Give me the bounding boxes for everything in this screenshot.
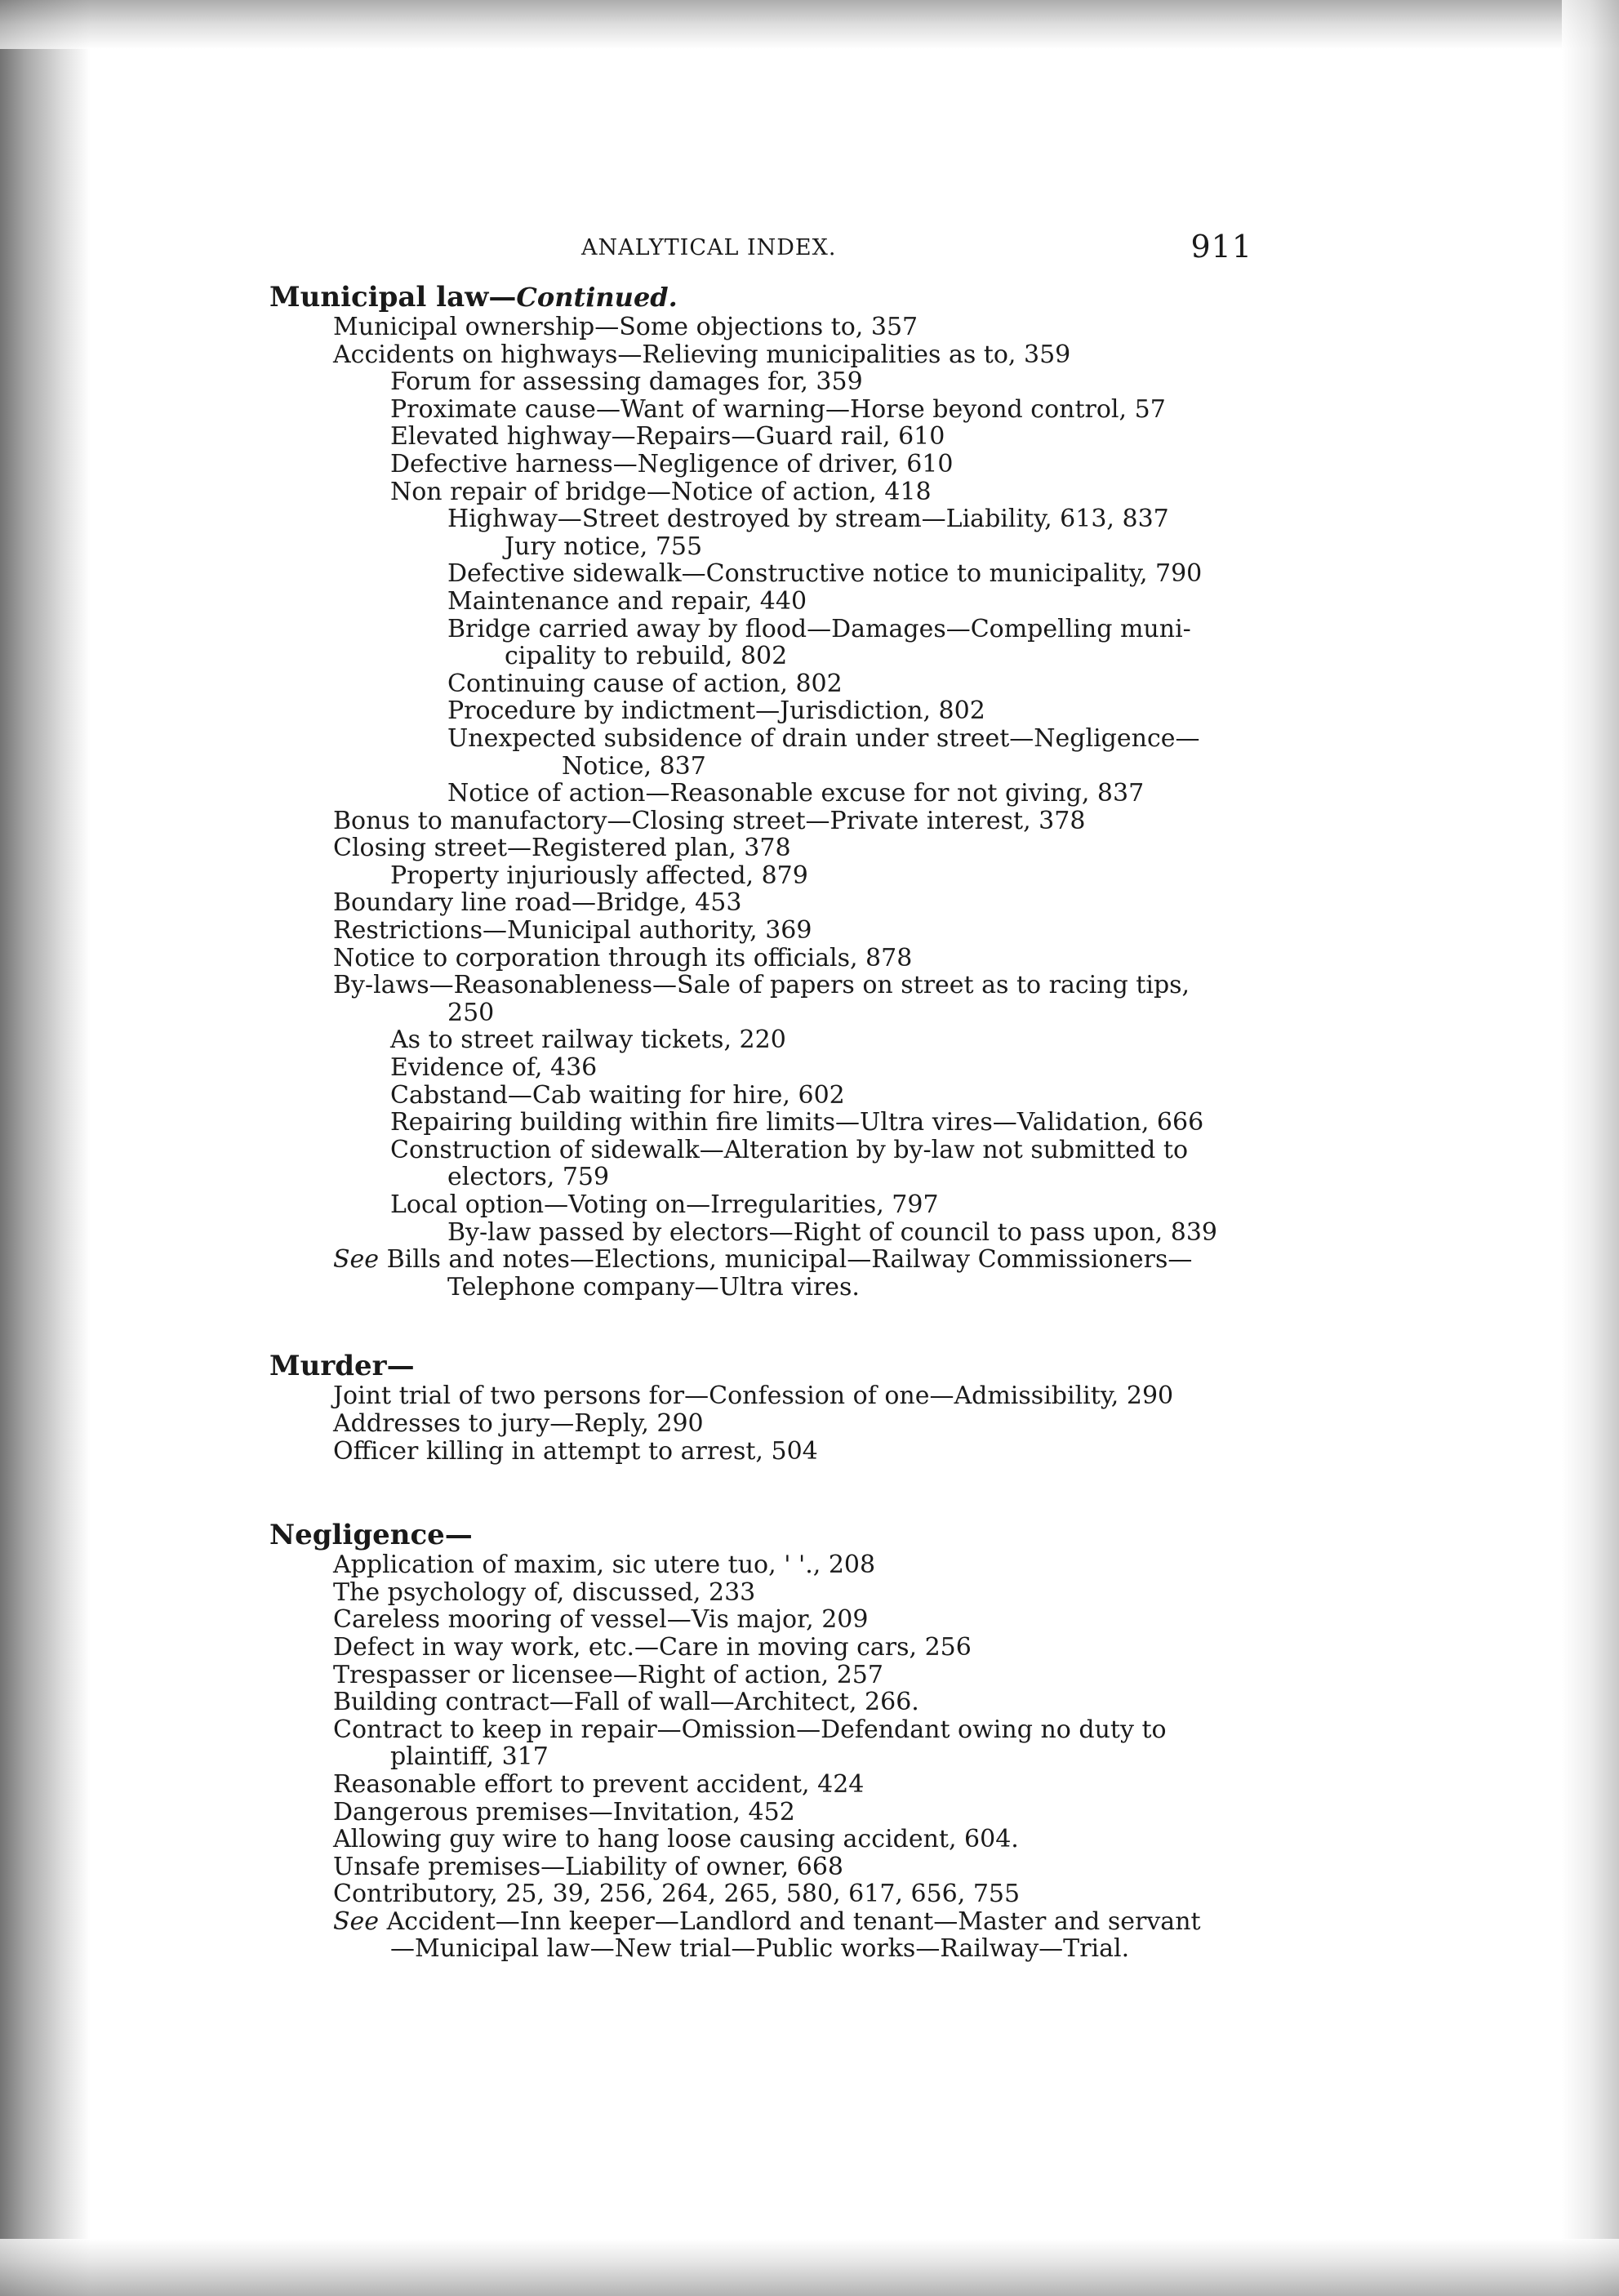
index-entry <box>269 1082 1249 1110</box>
index-entry-text: Bridge carried away by flood—Damages—Compelling muni- <box>447 614 1191 643</box>
index-entry <box>269 1246 1249 1274</box>
index-entry-text: 250 <box>447 998 495 1027</box>
page-number: 911 <box>1190 229 1252 265</box>
index-entry <box>269 1191 1249 1219</box>
index-entry <box>269 972 1249 999</box>
index-entry <box>269 423 1249 451</box>
index-entry <box>269 396 1249 424</box>
index-entry-text: By-law passed by electors—Right of council to pass upon, 839 <box>447 1217 1217 1247</box>
running-head-title: ANALYTICAL INDEX. <box>581 235 837 260</box>
see-reference-label: See <box>333 1907 380 1936</box>
index-entry-text: As to street railway tickets, 220 <box>390 1026 786 1055</box>
index-entry-text: By-laws—Reasonableness—Sale of papers on street as to racing tips, <box>333 971 1190 1000</box>
index-entry-text: Bills and notes—Elections, municipal—Railway Commissioners— <box>386 1245 1193 1275</box>
section-gap <box>269 1465 1249 1515</box>
index-entry-text: Reasonable effort to prevent accident, 424 <box>333 1769 865 1799</box>
index-entry-text: Contributory, 25, 39, 256, 264, 265, 580, 617, 656, 755 <box>333 1880 1021 1909</box>
index-entry-text: Repairing building within fire limits—Ultra vires—Validation, 666 <box>390 1108 1204 1137</box>
index-entry-text: Careless mooring of vessel—Vis major, 209 <box>333 1605 869 1635</box>
index-entry-text: Boundary line road—Bridge, 453 <box>333 888 742 918</box>
index-entry-text: Defective harness—Negligence of driver, 610 <box>390 449 954 478</box>
index-entry <box>269 670 1249 698</box>
index-entry <box>269 533 1249 561</box>
index-entry <box>269 341 1249 369</box>
index-entry <box>269 834 1249 862</box>
index-entry-text: Highway—Street destroyed by stream—Liability, 613, 837 <box>447 505 1169 534</box>
index-entry-text: Cabstand—Cab waiting for hire, 602 <box>390 1080 845 1110</box>
index-entry <box>269 725 1249 753</box>
index-entry-text: Notice to corporation through its officials, 878 <box>333 943 913 972</box>
section-heading <box>269 283 1249 312</box>
index-entry <box>269 917 1249 945</box>
index-entry-text: Forum for assessing damages for, 359 <box>390 367 863 397</box>
scan-edge-top <box>0 0 1619 49</box>
section-heading-text: Murder— <box>269 1350 415 1383</box>
section-gap <box>269 1301 1249 1346</box>
index-entry-text: Construction of sidewalk—Alteration by by-law not submitted to <box>390 1135 1189 1164</box>
index-entry-text: Building contract—Fall of wall—Architect, 266. <box>333 1688 919 1717</box>
index-entry <box>269 889 1249 917</box>
index-entry <box>269 1662 1249 1689</box>
running-head <box>269 229 1252 278</box>
index-entry-text: cipality to rebuild, 802 <box>505 642 788 671</box>
index-entry-text: Application of maxim, sic utere tuo, ' '., 208 <box>333 1551 876 1580</box>
index-entry-text: electors, 759 <box>447 1163 610 1192</box>
index-entry-text: —Municipal law—New trial—Public works—Railway—Trial. <box>390 1934 1130 1964</box>
index-entry <box>269 780 1249 808</box>
index-entry <box>269 643 1249 670</box>
index-entry-text: Procedure by indictment—Jurisdiction, 802 <box>447 696 985 726</box>
index-entry-text: Allowing guy wire to hang loose causing accident, 604. <box>333 1825 1019 1854</box>
index-entry <box>269 478 1249 506</box>
index-section <box>269 283 1249 1301</box>
index-entry <box>269 1606 1249 1634</box>
index-section <box>269 1351 1249 1465</box>
index-entry <box>269 1274 1249 1302</box>
index-entry <box>269 588 1249 616</box>
index-entry-text: Accidents on highways—Relieving municipalities as to, 359 <box>333 340 1071 369</box>
index-entry-text: Restrictions—Municipal authority, 369 <box>333 916 812 946</box>
index-entry-text: Evidence of, 436 <box>390 1053 598 1083</box>
index-entry-text: Defect in way work, etc.—Care in moving cars, 256 <box>333 1632 972 1662</box>
index-entry <box>269 616 1249 643</box>
index-entry <box>269 1689 1249 1716</box>
index-entry <box>269 862 1249 890</box>
index-entry <box>269 1935 1249 1963</box>
index-entry <box>269 560 1249 588</box>
index-entry <box>269 753 1249 781</box>
index-entry <box>269 1410 1249 1438</box>
index-entry <box>269 1908 1249 1936</box>
index-entry <box>269 314 1249 341</box>
index-entry <box>269 1579 1249 1607</box>
index-entry-text: Addresses to jury—Reply, 290 <box>333 1408 704 1438</box>
index-entry <box>269 451 1249 478</box>
index-entry <box>269 1634 1249 1662</box>
index-entry-text: Trespasser or licensee—Right of action, 257 <box>333 1660 883 1689</box>
section-heading-text: Municipal law— <box>269 281 517 314</box>
index-entry <box>269 505 1249 533</box>
index-entry-text: Continuing cause of action, 802 <box>447 669 843 698</box>
index-entry-text: Municipal ownership—Some objections to, 357 <box>333 313 918 341</box>
index-entry-text: Proximate cause—Want of warning—Horse beyond control, 57 <box>390 394 1166 424</box>
index-page <box>269 229 1252 1964</box>
index-entry <box>269 1026 1249 1054</box>
index-entry <box>269 1853 1249 1881</box>
index-section <box>269 1520 1249 1963</box>
index-entry-text: Local option—Voting on—Irregularities, 797 <box>390 1190 939 1219</box>
index-entry-text: Closing street—Registered plan, 378 <box>333 834 791 863</box>
index-entry <box>269 1164 1249 1191</box>
index-entry-text: Defective sidewalk—Constructive notice to municipality, 790 <box>447 559 1203 589</box>
index-entry <box>269 999 1249 1027</box>
index-entry <box>269 1743 1249 1771</box>
index-entry <box>269 1438 1249 1466</box>
scan-edge-right <box>1562 0 1619 2296</box>
index-entry-text: Unexpected subsidence of drain under street—Negligence— <box>447 723 1200 753</box>
see-reference-label: See <box>333 1245 380 1275</box>
index-entry <box>269 1382 1249 1410</box>
scan-edge-bottom <box>0 2239 1619 2296</box>
index-entry-text: Jury notice, 755 <box>505 532 703 561</box>
index-entry-text: Contract to keep in repair—Omission—Defendant owing no duty to <box>333 1715 1167 1744</box>
index-entry <box>269 1054 1249 1082</box>
index-entry <box>269 1716 1249 1744</box>
index-entry <box>269 1799 1249 1827</box>
index-entry-text: Elevated highway—Repairs—Guard rail, 610 <box>390 422 945 452</box>
index-entry-text: Officer killing in attempt to arrest, 504 <box>333 1436 818 1466</box>
index-entry-text: Maintenance and repair, 440 <box>447 586 807 616</box>
index-entry <box>269 945 1249 972</box>
index-entry-text: Notice, 837 <box>562 751 706 781</box>
index-sections <box>269 283 1249 1963</box>
index-entry <box>269 1219 1249 1247</box>
index-entry-text: plaintiff, 317 <box>390 1742 549 1772</box>
index-entry-text: Accident—Inn keeper—Landlord and tenant—Master and servant <box>386 1907 1201 1936</box>
index-entry <box>269 1551 1249 1579</box>
index-entry-text: Property injuriously affected, 879 <box>390 861 808 890</box>
section-heading-text: Negligence— <box>269 1519 473 1552</box>
section-heading <box>269 1351 1249 1381</box>
index-entry-text: Notice of action—Reasonable excuse for not giving, 837 <box>447 779 1145 808</box>
index-entry-text: Dangerous premises—Invitation, 452 <box>333 1797 795 1827</box>
index-entry <box>269 368 1249 396</box>
index-entry <box>269 697 1249 725</box>
section-heading <box>269 1520 1249 1550</box>
scan-edge-left <box>0 0 90 2296</box>
section-heading-continued: Continued. <box>516 282 678 313</box>
index-entry-text: Bonus to manufactory—Closing street—Private interest, 378 <box>333 806 1086 835</box>
index-entry-text: Unsafe premises—Liability of owner, 668 <box>333 1852 843 1881</box>
index-entry <box>269 1826 1249 1853</box>
index-entry <box>269 808 1249 835</box>
index-entry <box>269 1771 1249 1799</box>
index-entry <box>269 1109 1249 1137</box>
index-entry-text: Non repair of bridge—Notice of action, 418 <box>390 477 932 506</box>
index-entry-text: Telephone company—Ultra vires. <box>447 1272 860 1302</box>
index-entry <box>269 1137 1249 1164</box>
index-entry-text: The psychology of, discussed, 233 <box>333 1577 756 1607</box>
index-entry-text: Joint trial of two persons for—Confession of one—Admissibility, 290 <box>333 1382 1174 1411</box>
index-entry <box>269 1880 1249 1908</box>
